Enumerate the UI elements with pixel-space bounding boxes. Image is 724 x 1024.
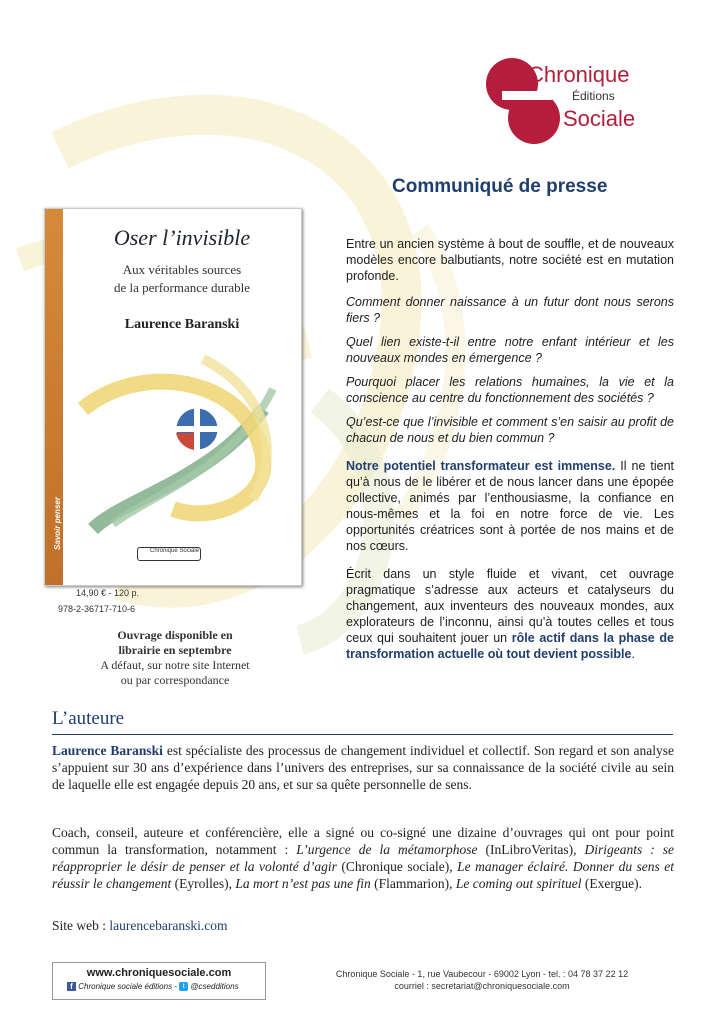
book-author: Laurence Baranski [124, 317, 240, 332]
email-line: courriel : secretariat@chroniquesociale.com [394, 981, 570, 991]
collection-label: Savoir penser [52, 497, 62, 550]
author-bio-paragraph-1 [52, 742, 674, 793]
author-website [52, 918, 227, 934]
cover-artwork [63, 349, 301, 539]
press-question-1: Comment donner naissance à un futur dont nous serons fiers ? [346, 295, 674, 325]
press-paragraph-3 [346, 566, 674, 662]
twitter-handle[interactable]: @csedditions [190, 982, 239, 991]
press-intro: Entre un ancien système à bout de souffle, et de nouveaux modèles encore balbutiants, notre société est en mutation profonde. [346, 237, 674, 283]
publisher-address [292, 968, 672, 992]
twitter-icon[interactable]: t [179, 982, 188, 991]
bio2-g: (Eyrolles), [171, 876, 236, 891]
footer-links-box [52, 962, 266, 1000]
book-subtitle [63, 261, 301, 297]
availability-bold-1: Ouvrage disponible en [117, 628, 233, 642]
press-p3-end: . [631, 647, 635, 661]
book-cover [44, 208, 302, 586]
book-subtitle-line1: Aux véritables sources [122, 262, 242, 277]
bio2-j: Le coming out spirituel [455, 876, 582, 891]
press-release-title: Communiqué de presse [392, 176, 608, 197]
social-links [67, 982, 265, 991]
bio2-d: Dirigeants : se réapproprier le désir de penser et la volonté d’agir [52, 842, 675, 874]
facebook-icon[interactable]: f [67, 982, 76, 991]
bio2-k: (Exergue). [581, 876, 642, 891]
press-question-2: Quel lien existe-t-il entre notre enfant intérieur et les nouveaux mondes en émergence ? [346, 335, 674, 365]
bio2-i: (Flammarion), [370, 876, 456, 891]
logo-text-chronique: Chronique [528, 62, 630, 87]
publisher-website-link[interactable]: www.chroniquesociale.com [86, 967, 232, 979]
book-price: 14,90 € - 120 p. [76, 588, 140, 598]
author-section-heading: L’auteure [52, 708, 125, 729]
address-line: Chronique Sociale - 1, rue Vaubecour - 69002 Lyon - tel. : 04 78 37 22 12 [335, 969, 629, 979]
bio2-e: (Chronique sociale), [336, 859, 458, 874]
press-p3-start: Écrit dans un style fluide et vivant, cet ouvrage pragmatique s’adresse aux acteurs et catalyseurs du changement, aux inventeurs des nouveaux mondes, aux explorateurs de l’inconnu, ainsi qu’à toutes celles et tous ceux qui souhaitent jouer un [346, 567, 674, 645]
book-isbn: 978-2-36717-710-6 [58, 604, 136, 614]
bio2-c: (InLibroVeritas), [477, 842, 585, 857]
press-question-4: Qu’est-ce que l’invisible et comment s’en saisir au profit de chacun de nous et du bien commun ? [346, 415, 674, 445]
bio2-f: Le manager éclairé. Donner du sens et réussir le changement [52, 859, 675, 891]
author-bio-paragraph-2 [52, 824, 674, 892]
availability-bold-2: librairie en septembre [118, 643, 232, 657]
availability-line-2: ou par correspondance [120, 673, 230, 687]
logo-text-editions: Éditions [572, 89, 615, 103]
press-paragraph-2 [346, 458, 674, 554]
book-title: Oser l’invisible [113, 225, 251, 250]
bio2-h: La mort n’est pas une fin [235, 876, 371, 891]
availability-notice [76, 628, 274, 688]
bio2-a: Coach, conseil, auteure et conférencière, elle a signé ou co-signé une dizaine d’ouvrages qui ont pour point commun la transformation, notamment : [52, 825, 674, 857]
book-subtitle-line2: de la performance durable [113, 280, 251, 295]
press-question-3: Pourquoi placer les relations humaines, la vie et la conscience au centre du fonctionnement des sociétés ? [346, 375, 674, 405]
website-label: Site web : [52, 918, 110, 933]
author-section-divider [52, 734, 673, 735]
availability-line-1: A défaut, sur notre site Internet [100, 658, 250, 672]
cover-publisher-badge: Chronique Sociale [137, 547, 201, 561]
author-bio-1-rest: est spécialiste des processus de changement individuel et collectif. Son regard et son analyse s’appuient sur 30 ans d’expérience dans l’univers des entreprises, sur sa connaissance de la société civile au sein de laquelle elle est engagée depuis 20 ans, et sur sa quête personnelle de sens. [52, 743, 675, 792]
logo-text-sociale: Sociale [563, 106, 636, 131]
press-p2-rest: Il ne tient qu’à nous de le libérer et de nous lancer dans une épopée collective, animés par l’enthousiasme, la confiance en nous-mêmes et la foi en notre force de vie. Les opportunités créatrices sont à portée de nos mains et de nos cœurs. [346, 459, 674, 553]
press-p3-bold: rôle actif dans la phase de transformation actuelle où tout devient possible [346, 631, 674, 661]
bio2-b: L’urgence de la métamorphose [296, 842, 478, 857]
author-name: Laurence Baranski [52, 743, 163, 758]
facebook-label: Chronique sociale éditions - [78, 982, 180, 991]
website-link[interactable]: laurencebaranski.com [109, 918, 228, 933]
press-p2-bold: Notre potentiel transformateur est immense. [346, 459, 616, 473]
